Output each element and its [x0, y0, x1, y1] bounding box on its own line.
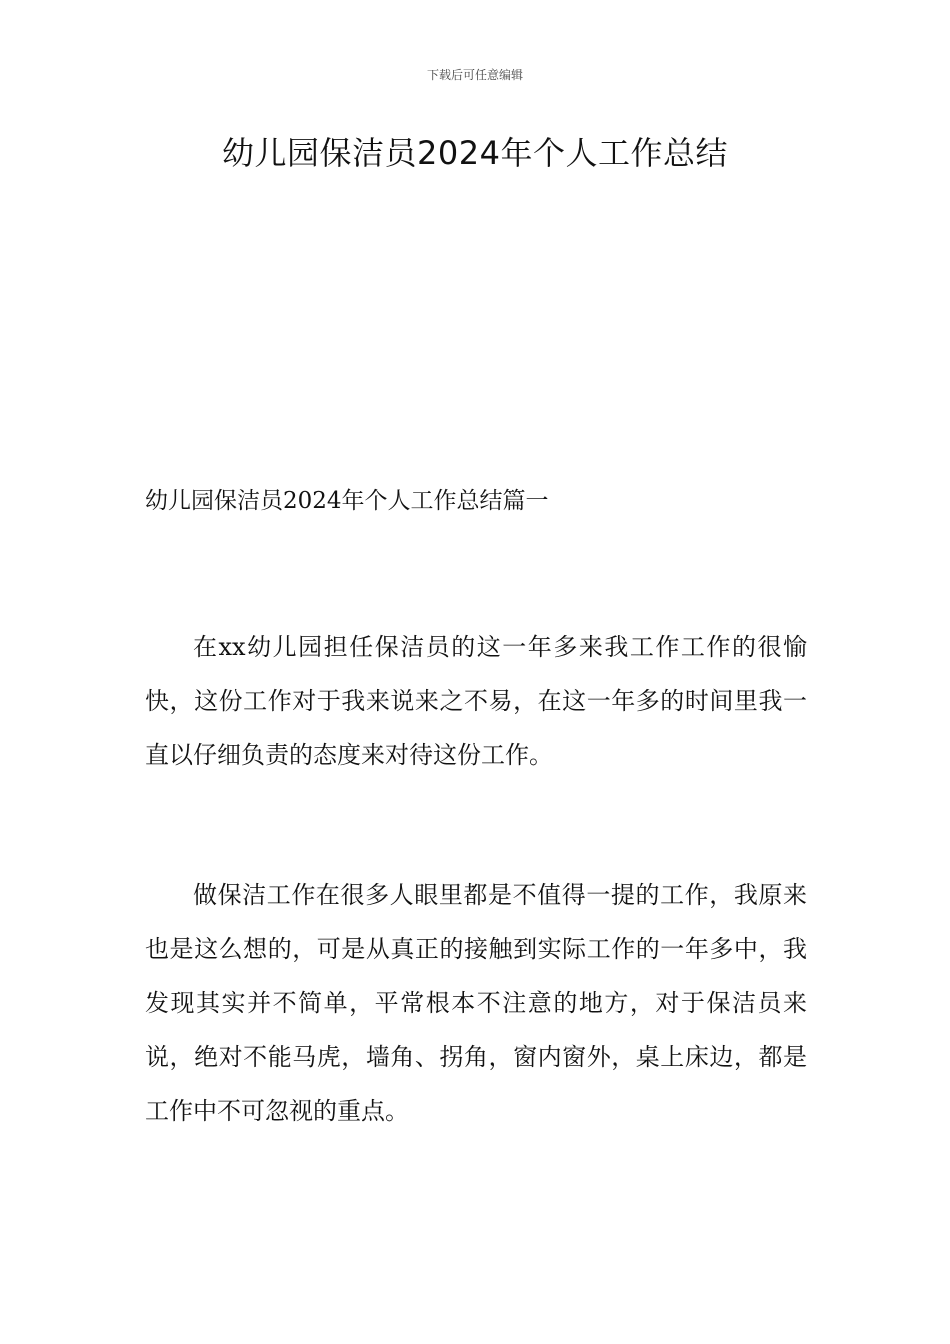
- document-title: 幼儿园保洁员2024年个人工作总结: [222, 134, 728, 172]
- section-heading: 幼儿园保洁员2024年个人工作总结篇一: [145, 488, 549, 514]
- header-note: 下载后可任意编辑: [426, 68, 523, 82]
- paragraph-1: 在xx幼儿园担任保洁员的这一年多来我工作工作的很愉快，这份工作对于我来说来之不易，在这一年多的时间里我一直以仔细负责的态度来对待这份工作。: [145, 633, 807, 769]
- paragraph-2: 做保洁工作在很多人眼里都是不值得一提的工作，我原来也是这么想的，可是从真正的接触到实际工作的一年多中，我发现其实并不简单，平常根本不注意的地方，对于保洁员来说，绝对不能马虎，墙角、拐角，窗内窗外，桌上床边，都是工作中不可忽视的重点。: [145, 881, 807, 1125]
